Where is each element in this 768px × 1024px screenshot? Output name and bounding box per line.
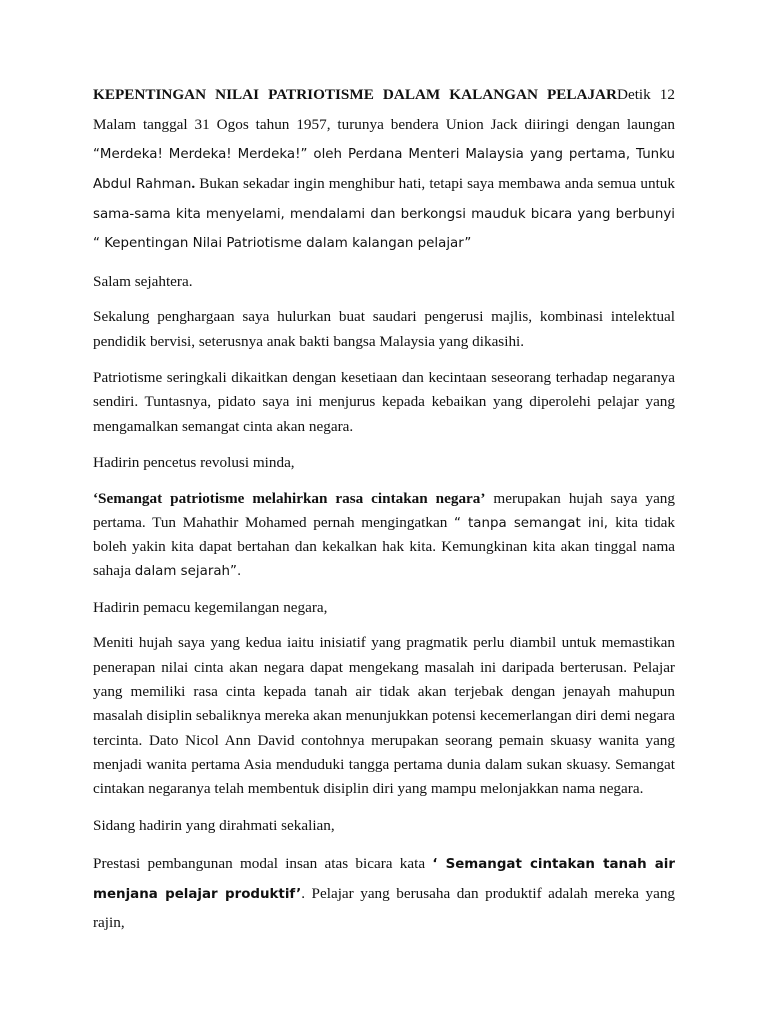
document-title: KEPENTINGAN NILAI PATRIOTISME DALAM KALANGAN PELAJAR xyxy=(93,86,617,103)
point-3-bold: ‘ Semangat cintakan tanah air menjana pelajar produktif’ xyxy=(93,857,675,902)
greeting: Salam sejahtera. xyxy=(93,272,193,290)
intro-text-4: Bukan sekadar ingin menghibur hati, tetapi saya membawa anda semua untuk xyxy=(195,174,675,192)
intro-paragraph xyxy=(93,80,675,258)
point-1-text-3: kita tidak boleh yakin kita dapat bertahan dan kekalkan hak kita. Kemungkinan kita akan tinggal nama sahaja xyxy=(93,513,675,580)
point-1-text-2: “ tanpa semangat ini, xyxy=(453,515,616,531)
address-line-2: Hadirin pemacu kegemilangan negara, xyxy=(93,598,328,616)
point-1-text-4: dalam sejarah”. xyxy=(134,564,242,580)
point-1-paragraph xyxy=(93,487,675,584)
definition-paragraph: Patriotisme seringkali dikaitkan dengan kesetiaan dan kecintaan seseorang terhadap negaranya sendiri. Tuntasnya, pidato saya ini menjurus kepada kebaikan yang diperolehi pelajar yang mengamalkan semangat cinta akan negara. xyxy=(93,369,675,435)
intro-text-2: “Merdeka! Merdeka! Merdeka!” oleh Perdana Menteri Malaysia yang pertama, Tunku Abdul Rahman xyxy=(93,147,675,192)
point-3-paragraph xyxy=(93,849,675,938)
point-2-paragraph: Meniti hujah saya yang kedua iaitu inisiatif yang pragmatik perlu diambil untuk memastikan penerapan nilai cinta akan negara dapat mengekang masalah ini daripada berterusan. Pelajar yang memiliki rasa cinta kepada tanah air tidak akan terjebak dengan jenayah mahupun masalah disiplin sebaliknya mereka akan menunjukkan potensi kecemerlangan diri demi negara tercinta. Dato Nicol Ann David contohnya merupakan seorang pemain skuasy wanita yang menjadi wanita pertama Asia menduduki tangga pertama dunia dalam sukan skuasy. Semangat cintakan negaranya telah membentuk disiplin diri yang mampu melonjakkan nama negara. xyxy=(93,634,675,798)
intro-text-1: Detik 12 Malam tanggal 31 Ogos tahun 1957, turunya bendera Union Jack diiringi dengan laungan xyxy=(93,86,675,133)
intro-text-5: sama-sama kita menyelami, mendalami dan berkongsi mauduk bicara yang berbunyi “ Kepentingan Nilai Patriotisme dalam kalangan pelajar” xyxy=(93,206,675,252)
point-3-text-2: . Pelajar yang berusaha dan produktif adalah mereka yang rajin, xyxy=(93,884,676,932)
intro-period: . xyxy=(191,174,196,192)
thanks-paragraph: Sekalung penghargaan saya hulurkan buat saudari pengerusi majlis, kombinasi intelektual pendidik bervisi, seterusnya anak bakti bangsa Malaysia yang dikasihi. xyxy=(93,308,675,350)
point-1-text-1: merupakan hujah saya yang pertama. Tun Mahathir Mohamed pernah mengingatkan xyxy=(93,489,675,531)
point-1-bold: ‘Semangat patriotisme melahirkan rasa cintakan negara’ xyxy=(93,489,486,507)
point-3-text-1: Prestasi pembangunan modal insan atas bicara kata xyxy=(93,855,433,873)
address-line-3: Sidang hadirin yang dirahmati sekalian, xyxy=(93,816,335,834)
document-page xyxy=(93,80,675,950)
address-line-1: Hadirin pencetus revolusi minda, xyxy=(93,453,295,471)
